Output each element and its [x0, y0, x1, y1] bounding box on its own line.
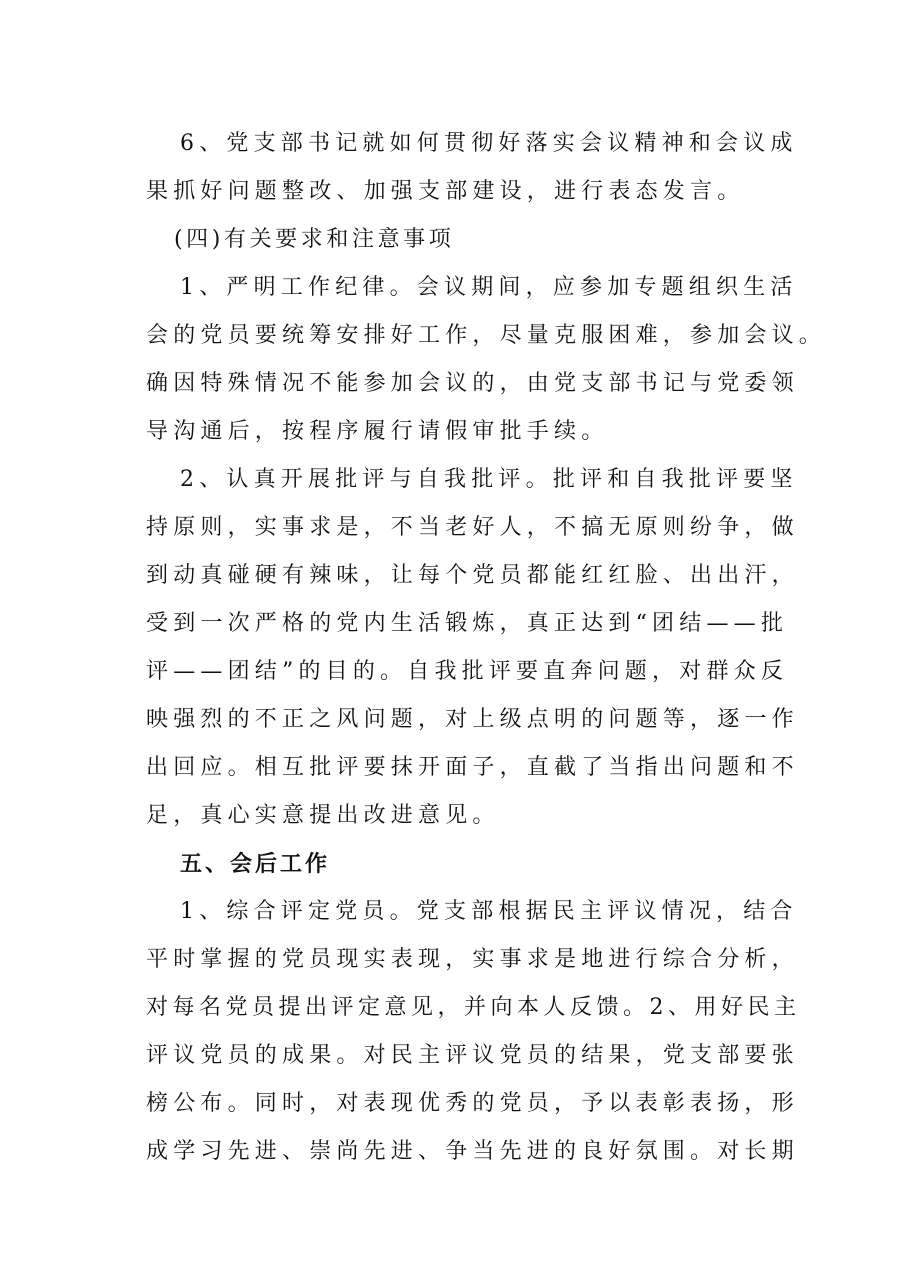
- text-line: 评——团结”的目的。自我批评要直奔问题，对群众反: [146, 659, 789, 684]
- text-line: 受到一次严格的党内生活锻炼，真正达到“团结——批: [146, 611, 789, 636]
- text-line: 足，真心实意提出改进意见。: [146, 803, 500, 828]
- text-line: 确因特殊情况不能参加会议的，由党支部书记与党委领: [146, 371, 799, 396]
- section-subheading: (四)有关要求和注意事项: [174, 227, 455, 252]
- text-line: 评议党员的成果。对民主评议党员的结果，党支部要张: [146, 1043, 799, 1068]
- text-line: 6、党支部书记就如何贯彻好落实会议精神和会议成: [180, 131, 798, 156]
- text-line: 持原则，实事求是，不当老好人，不搞无原则纷争，做: [146, 515, 799, 540]
- text-line: 平时掌握的党员现实表现，实事求是地进行综合分析，: [146, 947, 799, 972]
- text-line: 出回应。相互批评要抹开面子，直截了当指出问题和不: [146, 755, 799, 780]
- text-line: 1、严明工作纪律。会议期间，应参加专题组织生活: [180, 275, 798, 300]
- text-line: 到动真碰硬有辣味，让每个党员都能红红脸、出出汗，: [146, 563, 799, 588]
- text-line: 成学习先进、崇尚先进、争当先进的良好氛围。对长期: [146, 1139, 799, 1164]
- text-line: 果抓好问题整改、加强支部建设，进行表态发言。: [146, 179, 745, 204]
- text-line: 会的党员要统筹安排好工作，尽量克服困难，参加会议。: [146, 323, 827, 348]
- text-line: 映强烈的不正之风问题，对上级点明的问题等，逐一作: [146, 707, 799, 732]
- text-line: 2、认真开展批评与自我批评。批评和自我批评要坚: [180, 467, 798, 492]
- section-heading: 五、会后工作: [180, 851, 331, 877]
- text-line: 对每名党员提出评定意见，并向本人反馈。2、用好民主: [146, 995, 801, 1020]
- text-line: 榜公布。同时，对表现优秀的党员，予以表彰表扬，形: [146, 1091, 799, 1116]
- text-line: 导沟通后，按程序履行请假审批手续。: [146, 419, 609, 444]
- text-line: 1、综合评定党员。党支部根据民主评议情况，结合: [180, 899, 798, 924]
